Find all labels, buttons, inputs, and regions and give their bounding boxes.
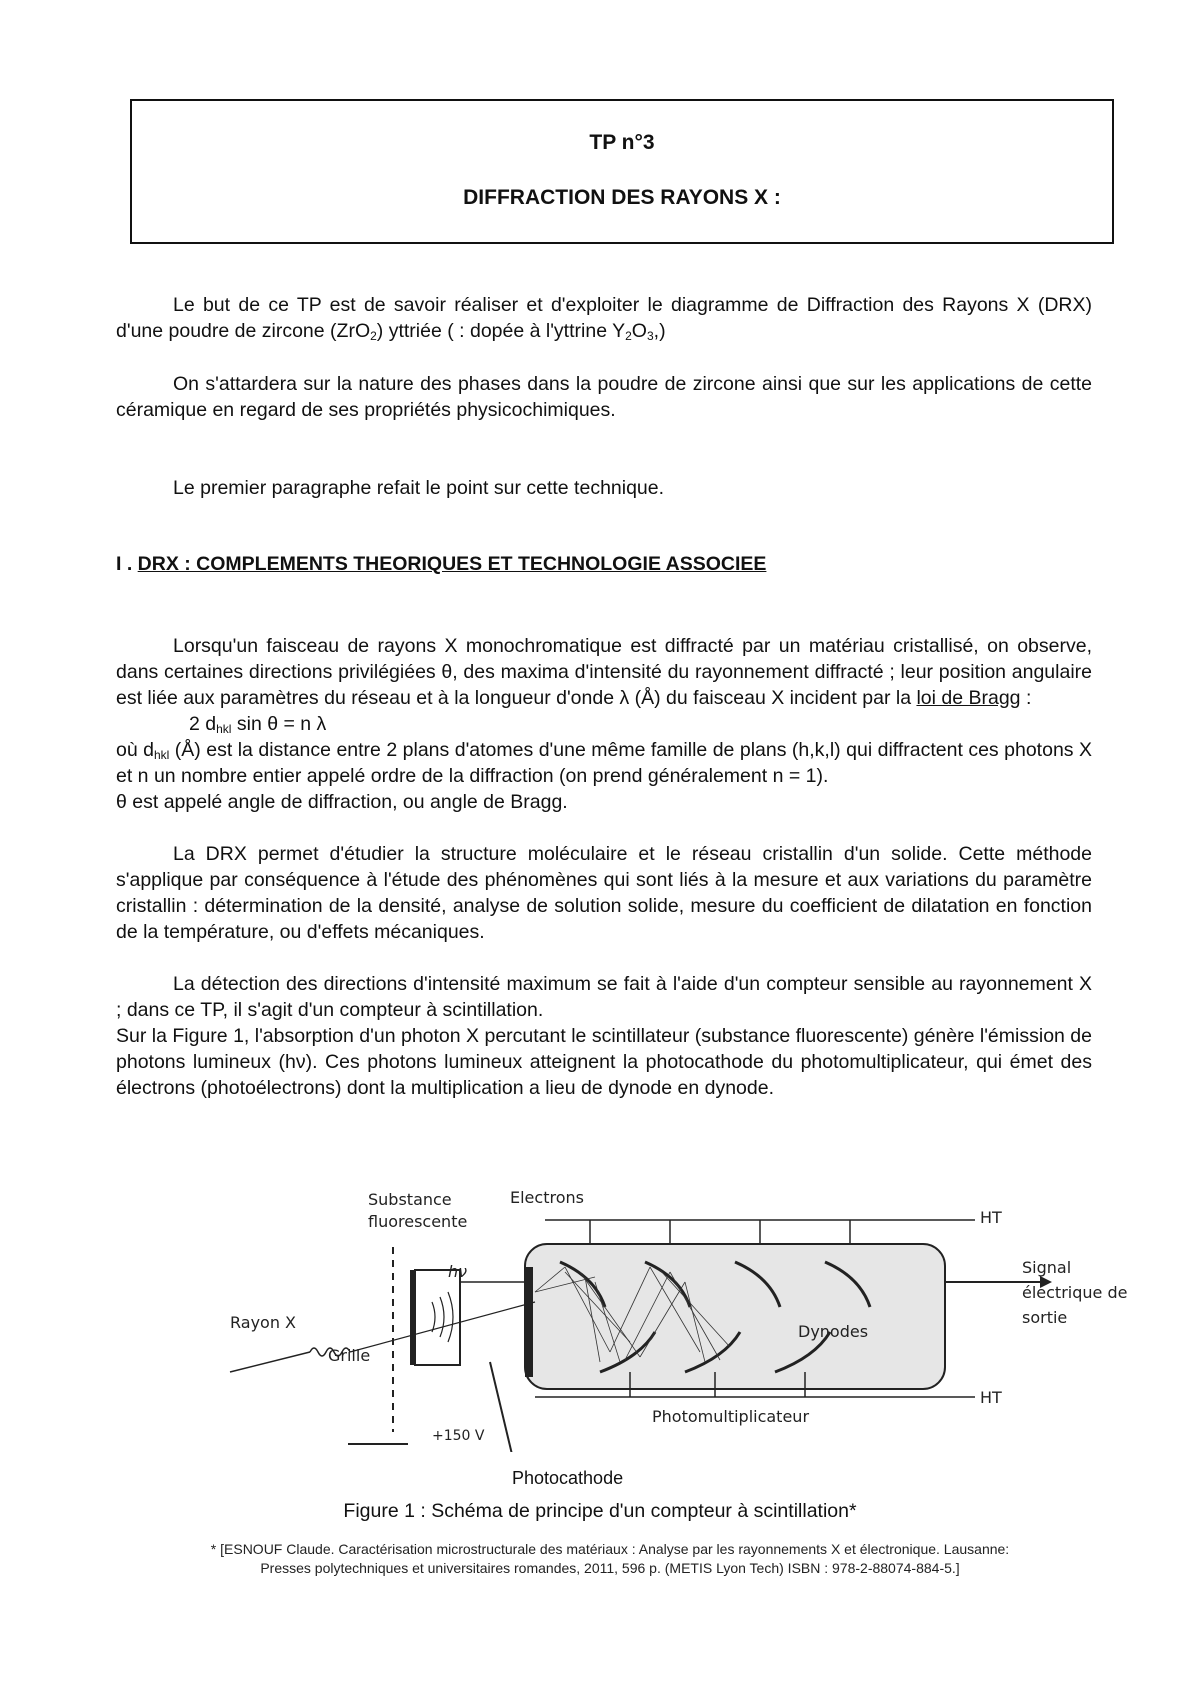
- label-ht-top: HT: [980, 1208, 1002, 1227]
- label-dynodes: Dynodes: [798, 1322, 869, 1341]
- intro-paragraph-2: On s'attardera sur la nature des phases dans la poudre de zircone ainsi que sur les applications de cette céramique en regard de ses propriétés physicochimiques.: [116, 373, 1092, 421]
- label-electrons: Electrons: [510, 1188, 584, 1207]
- intro-paragraph-3: Le premier paragraphe refait le point sur cette technique.: [173, 477, 665, 499]
- label-photomultiplier: Photomultiplicateur: [652, 1407, 810, 1426]
- label-signal-1: Signal: [1022, 1258, 1072, 1277]
- label-hv: hν: [448, 1262, 468, 1281]
- bragg-formula: 2 $d_{hkl}$ sin θ = n λ: [189, 713, 327, 736]
- tp-title: DIFFRACTION DES RAYONS X :: [463, 186, 781, 209]
- label-substance-1: Substance: [368, 1190, 452, 1209]
- figure-caption: Figure 1 : Schéma de principe d'un compteur à scintillation*: [343, 1500, 857, 1522]
- label-ht-bottom: HT: [980, 1388, 1002, 1407]
- x-ray-beam: [230, 1352, 310, 1372]
- label-signal-3: sortie: [1022, 1308, 1068, 1327]
- label-grille: Grille: [328, 1346, 371, 1365]
- title-box: [130, 99, 1114, 244]
- intro-paragraph-1: Le but de ce TP est de savoir réaliser et d'exploiter le diagramme de Diffraction des Rayons X (DRX) d'une poudre de zircone (ZrO$_2$) yttriée ( : dopée à l'yttrine $Y_2O_3$,): [116, 294, 1092, 343]
- section-heading: I . DRX : COMPLEMENTS THEORIQUES ET TECHNOLOGIE ASSOCIEE: [116, 553, 767, 575]
- section-heading-title: DRX : COMPLEMENTS THEORIQUES ET TECHNOLOGIE ASSOCIEE: [137, 553, 767, 575]
- theta-definition: θ est appelé angle de diffraction, ou angle de Bragg.: [116, 791, 568, 813]
- tp-number: TP n°3: [589, 131, 655, 154]
- detection-paragraph: La détection des directions d'intensité maximum se fait à l'aide d'un compteur sensible au rayonnement X ; dans ce TP, il s'agit d'un compteur à scintillation.: [116, 973, 1092, 1021]
- footnote-line-2: Presses polytechniques et universitaires romandes, 2011, 596 p. (METIS Lyon Tech) ISBN : 978-2-88074-884-5.]: [260, 1560, 960, 1576]
- footnote: [130, 1540, 1090, 1578]
- footnote-line-1: * [ESNOUF Claude. Caractérisation microstructurale des matériaux : Analyse par les rayonnements X et électronique. Lausanne:: [210, 1541, 1010, 1557]
- bragg-law-link: loi de Bragg: [916, 687, 1021, 709]
- label-signal-2: électrique de: [1022, 1283, 1128, 1302]
- photomultiplier-tube: [525, 1244, 945, 1389]
- bragg-paragraph: Lorsqu'un faisceau de rayons X monochromatique est diffracté par un matériau cristallisé, on observe, dans certaines directions privilégiées θ, des maxima d'intensité du rayonnement diffracté ; leur position angulaire est liée aux paramètres du réseau et à la longueur d'onde λ (Å) du faisceau X incident par la loi de Bragg :: [116, 635, 1092, 709]
- label-substance-2: fluorescente: [368, 1212, 468, 1231]
- photocathode-plate: [525, 1267, 533, 1377]
- section-body: [116, 633, 1092, 1101]
- label-photocathode: Photocathode: [512, 1468, 624, 1488]
- label-voltage: +150 V: [432, 1428, 485, 1444]
- drx-paragraph: La DRX permet d'étudier la structure moléculaire et le réseau cristallin d'un solide. Cette méthode s'applique par conséquence à l'étude des phénomènes qui sont liés à la mesure et aux variations du paramètre cristallin : détermination de la densité, analyse de solution solide, mesure du coefficient de dilatation en fonction de la température, ou d'effets mécaniques.: [116, 843, 1092, 943]
- dhkl-definition: où $d_{hkl}$ (Å) est la distance entre 2 plans d'atomes d'une même famille de plans (h,k,l) qui diffractent ces photons X et n un nombre entier appelé ordre de la diffraction (on prend généralement n = 1).: [116, 739, 1092, 787]
- label-rayon-x: Rayon X: [230, 1313, 297, 1332]
- figure-explanation-paragraph: Sur la Figure 1, l'absorption d'un photon X percutant le scintillateur (substance fluorescente) génère l'émission de photons lumineux (hν). Ces photons lumineux atteignent la photocathode du photomultiplicateur, qui émet des électrons (photoélectrons) dont la multiplication a lieu de dynode en dynode.: [116, 1025, 1092, 1099]
